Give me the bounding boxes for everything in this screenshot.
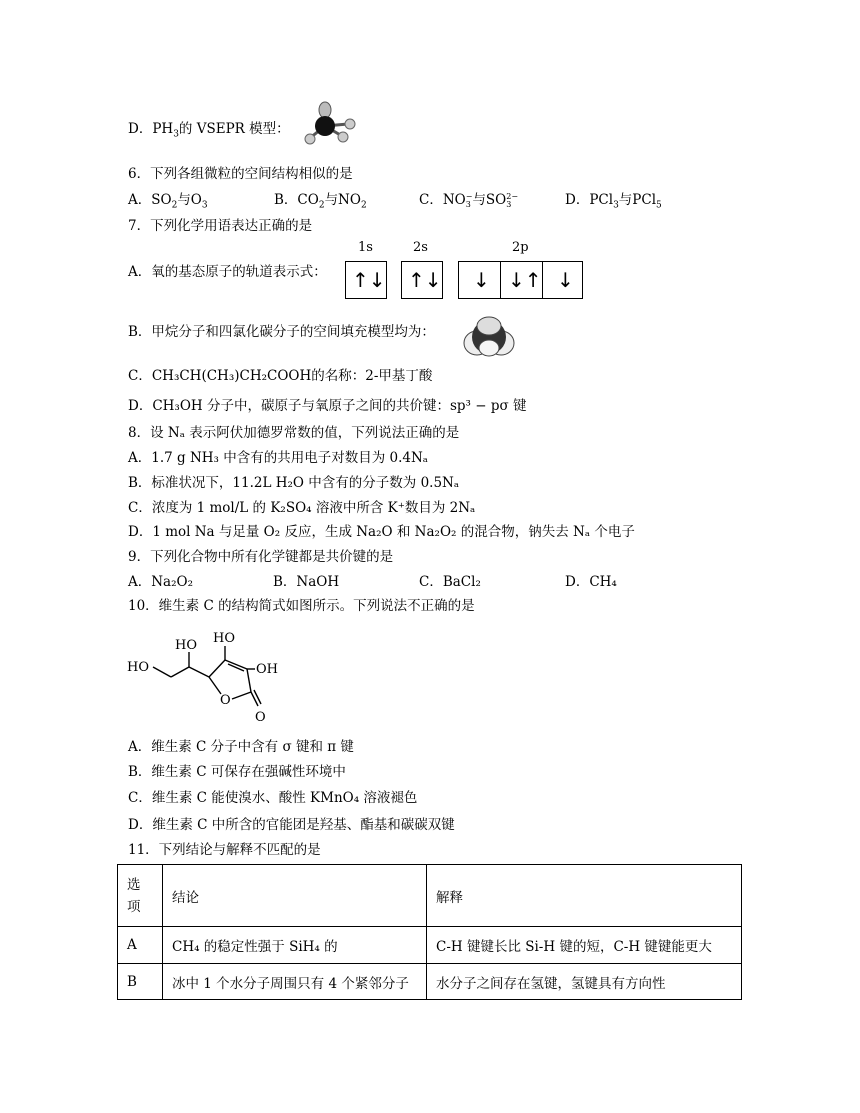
svg-text:HO: HO — [213, 631, 235, 646]
q10-option-c: C．维生素 C 能使溴水、酸性 KMnO₄ 溶液褪色 — [128, 790, 418, 806]
q6-stem: 6．下列各组微粒的空间结构相似的是 — [128, 166, 353, 182]
header-option: 选 项 — [118, 865, 163, 927]
q7-option-b: B．甲烷分子和四氯化碳分子的空间填充模型均为： — [128, 324, 435, 340]
svg-text:O: O — [255, 710, 266, 725]
q11-table — [117, 864, 742, 1000]
header-conclusion: 结论 — [163, 865, 427, 927]
q9-option-b: B．NaOH — [273, 574, 340, 590]
q10-option-b: B．维生素 C 可保存在强碱性环境中 — [128, 764, 346, 780]
q10-option-d: D．维生素 C 中所含的官能团是羟基、酯基和碳碳双键 — [128, 817, 455, 833]
svg-text:HO: HO — [127, 660, 149, 675]
svg-text:HO: HO — [175, 638, 197, 653]
orbital-label-1s: 1s — [358, 240, 373, 255]
q8-option-a: A．1.7 g NH₃ 中含有的共用电子对数目为 0.4Nₐ — [128, 450, 429, 466]
q10-option-a: A．维生素 C 分子中含有 σ 键和 π 键 — [128, 739, 354, 755]
q9-stem: 9．下列化合物中所有化学键都是共价键的是 — [128, 549, 394, 565]
ph3-vsepr-model-image — [296, 98, 362, 148]
q9-option-d: D．CH₄ — [565, 574, 617, 590]
orbital-box-1s: ↑↓ — [345, 261, 387, 299]
table-header-row — [118, 865, 742, 927]
q10-stem: 10．维生素 C 的结构简式如图所示。下列说法不正确的是 — [128, 598, 475, 614]
q11-stem: 11．下列结论与解释不匹配的是 — [128, 842, 321, 858]
q6-option-c: C．NO − 3 与SO 2− 3 — [419, 191, 519, 209]
q5-option-d: D．$PH_3$的 VSEPR 模型： — [128, 121, 290, 140]
q8-option-c: C．浓度为 1 mol/L 的 K₂SO₄ 溶液中所含 K⁺数目为 2Nₐ — [128, 500, 476, 516]
vitamin-c-structure-image — [125, 622, 305, 732]
q8-option-b: B．标准状况下，11.2L H₂O 中含有的分子数为 0.5Nₐ — [128, 475, 460, 491]
svg-text:O: O — [220, 693, 231, 708]
q6-option-a: A．$SO_2$与$O_3$ — [128, 192, 208, 211]
q6-option-b: B．$CO_2$与$NO_2$ — [274, 192, 367, 211]
q8-option-d: D．1 mol Na 与足量 O₂ 反应，生成 Na₂O 和 Na₂O₂ 的混合物，钠失去 Nₐ 个电子 — [128, 524, 635, 540]
orbital-label-2s: 2s — [413, 240, 428, 255]
q9-option-c: C．BaCl₂ — [419, 574, 481, 590]
orbital-label-2p: 2p — [512, 240, 529, 255]
q7-option-d: D．CH₃OH 分子中，碳原子与氧原子之间的共价键：sp³ − pσ 键 — [128, 398, 527, 414]
q7-option-c: C．CH₃CH(CH₃)CH₂COOH的名称：2-甲基丁酸 — [128, 368, 433, 384]
table-row: B 冰中 1 个水分子周围只有 4 个紧邻分子 水分子之间存在氢键，氢键具有方向性 — [118, 964, 742, 1000]
q7-stem: 7．下列化学用语表达正确的是 — [128, 218, 313, 234]
orbital-box-2s: ↑↓ — [401, 261, 443, 299]
header-reason: 解释 — [427, 865, 742, 927]
orbital-box-2p: ↓ ↓↑ ↓ — [458, 261, 583, 299]
q9-option-a: A．Na₂O₂ — [128, 574, 194, 590]
space-filling-model-image — [460, 315, 518, 359]
q6-option-d: D．PCl$_3$与PCl$_5$ — [565, 192, 662, 211]
q8-stem: 8．设 Nₐ 表示阿伏加德罗常数的值，下列说法正确的是 — [128, 425, 460, 441]
svg-text:OH: OH — [256, 662, 278, 677]
q7-option-a: A．氧的基态原子的轨道表示式： — [128, 264, 327, 280]
table-row: A CH₄ 的稳定性强于 SiH₄ 的 C-H 键键长比 Si-H 键的短，C-H 键键能更大 — [118, 927, 742, 964]
